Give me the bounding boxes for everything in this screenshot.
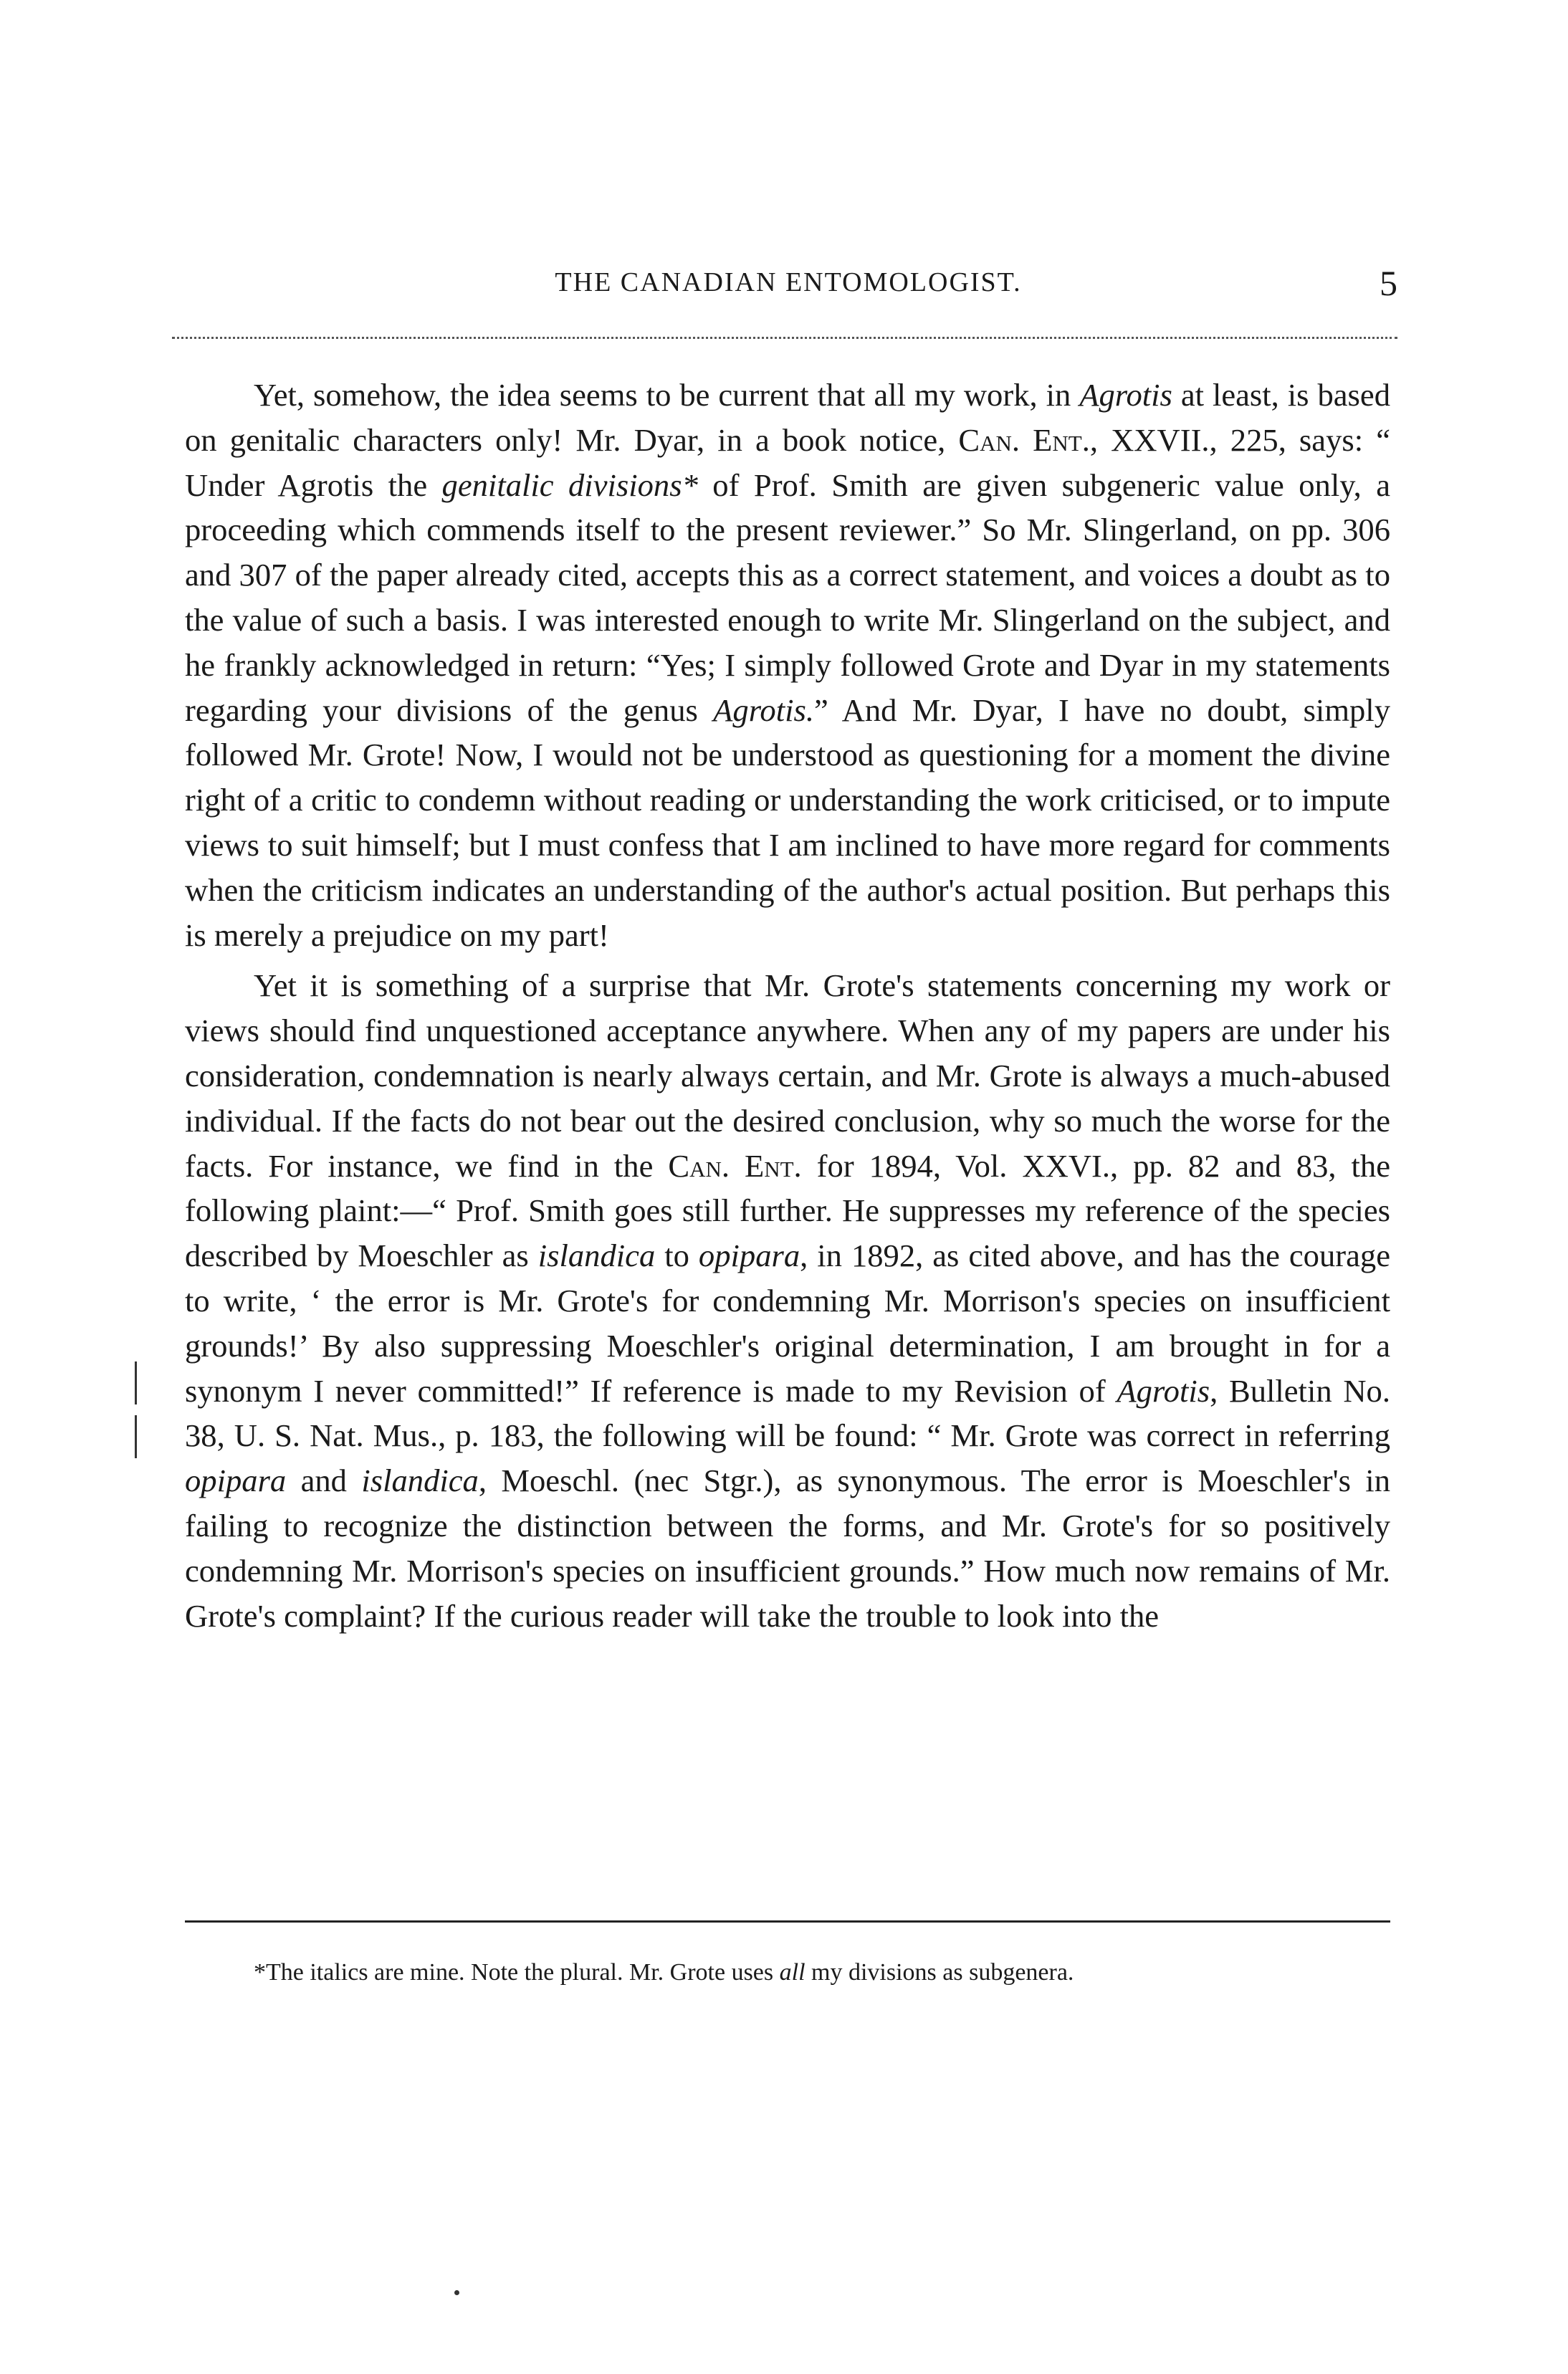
italic-text: islandica <box>537 1238 656 1274</box>
text-run: , Moeschl. (nec Stgr.), as synonymous. The error is Moeschler's in failing to recognize the distinction between the forms, and Mr. Grote's for so positively condemning Mr. Morrison's species on insufficient grounds.” How much now remains of Mr. Grote's complaint? If the curious reader will take the trouble to look into the <box>185 1463 1390 1634</box>
text-run: , in 1892, as cited above, and has the courage to write, ‘ the error is Mr. Grote's for condemning Mr. Morrison's species on insufficient grounds!’ By also suppressing Moeschler's original determination, I am brought in for a synonym I never committed!” If reference is made to my Revision of <box>185 1238 1391 1409</box>
italic-text: Agrotis <box>1117 1372 1210 1409</box>
italic-text: Agrotis <box>1079 377 1172 413</box>
text-run: my divisions as subgenera. <box>805 1959 1074 1986</box>
body-text <box>185 373 1390 1638</box>
footnote <box>185 1955 1390 1991</box>
page-number: 5 <box>1380 263 1397 303</box>
text-run: and <box>286 1463 362 1499</box>
small-caps-text: Can. Ent. <box>958 421 1090 458</box>
italic-text: opipara <box>698 1238 800 1274</box>
page-header <box>179 263 1397 310</box>
italic-text: Agrotis. <box>713 691 814 728</box>
text-run: ” And Mr. Dyar, I have no doubt, simply followed Mr. Grote! Now, I would not be understood as questioning for a moment the divine right of a critic to condemn without reading or understanding the work criticised, or to impute views to suit himself; but I must confess that I am inclined to have more regard for comments when the criticism indicates an understanding of the author's actual position. But perhaps this is merely a prejudice on my part! <box>185 691 1390 953</box>
text-run: for 1894, Vol. XXVI., pp. 82 and 83, the following plaint:—“ Prof. Smith goes still further. He suppresses my reference of the species described by Moeschler as <box>185 1147 1390 1274</box>
italic-text: opipara <box>185 1463 287 1499</box>
italic-text: islandica <box>361 1463 479 1499</box>
small-caps-text: Can. Ent. <box>668 1147 802 1184</box>
paragraph-1 <box>185 373 1390 957</box>
text-run: *The italics are mine. Note the plural. Mr. Grote uses <box>254 1959 780 1986</box>
text-run: , Bulletin No. 38, U. S. Nat. Mus., p. 183, the following will be found: “ Mr. Grote was correct in referring <box>185 1372 1390 1454</box>
text-run: , XXVII., 225, says: “ Under Agrotis the <box>185 421 1391 503</box>
footnote-rule <box>185 1920 1390 1923</box>
header-rule <box>172 337 1397 339</box>
text-run: Yet it is something of a surprise that Mr. Grote's statements concerning my work or views should find unquestioned acceptance anywhere. When any of my papers are under his consideration, condemnation is nearly always certain, and Mr. Grote is always a much-abused individual. If the facts do not bear out the desired conclusion, why so much the worse for the facts. For instance, we find in the <box>185 967 1390 1184</box>
italic-text: genitalic divisions* <box>441 466 698 503</box>
italic-text: all <box>779 1959 805 1986</box>
margin-mark <box>135 1361 137 1404</box>
running-head: THE CANADIAN ENTOMOLOGIST. <box>555 267 1022 297</box>
page-speck <box>454 2290 459 2295</box>
text-run: at least, is based on genitalic characters only! Mr. Dyar, in a book notice, <box>185 377 1390 458</box>
text-run: of Prof. Smith are given subgeneric value only, a proceeding which commends itself to the present reviewer.” So Mr. Slingerland, on pp. 306 and 307 of the paper already cited, accepts this as a correct statement, and voices a doubt as to the value of such a basis. I was interested enough to write Mr. Slingerland on the subject, and he frankly acknowledged in return: “Yes; I simply followed Grote and Dyar in my statements regarding your divisions of the genus <box>185 466 1390 728</box>
text-run: to <box>655 1238 699 1274</box>
paragraph-2 <box>185 963 1390 1638</box>
text-run: Yet, somehow, the idea seems to be current that all my work, in <box>254 377 1080 413</box>
margin-mark <box>135 1415 137 1458</box>
